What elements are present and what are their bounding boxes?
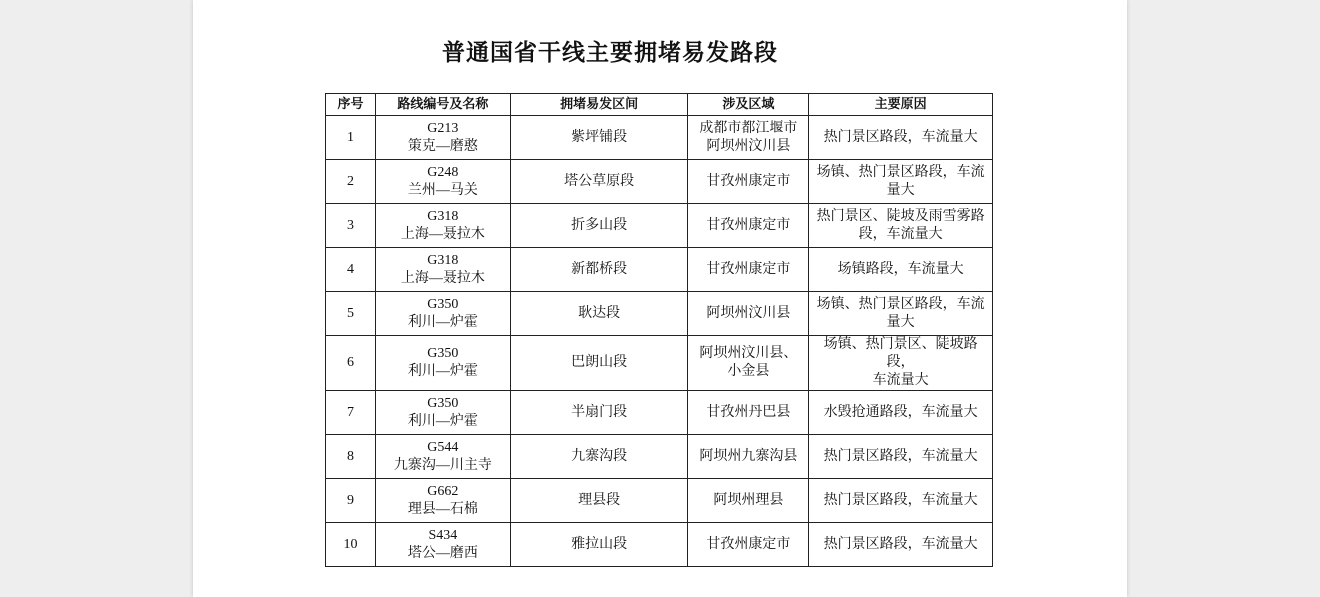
- cell-section: [510, 292, 688, 336]
- table-body: [326, 116, 993, 567]
- cell-area-line: 阿坝州汶川县、: [699, 346, 798, 361]
- cell-no-line: 8: [346, 448, 354, 464]
- cell-reason-line: 场镇、热门景区、陡坡路段，: [823, 337, 978, 370]
- cell-route: [375, 292, 510, 336]
- cell-no: [326, 391, 376, 435]
- cell-route-line: G662: [427, 483, 459, 499]
- cell-no: [326, 116, 376, 160]
- cell-section: [510, 523, 688, 567]
- cell-reason-line: 场镇路段，车流量大: [837, 261, 964, 277]
- cell-no: [326, 292, 376, 336]
- cell-area-line: 阿坝州理县: [713, 492, 784, 508]
- cell-section-line: 折多山段: [571, 217, 628, 233]
- cell-section-line: 巴朗山段: [571, 355, 628, 370]
- congestion-table: [325, 93, 993, 567]
- cell-route: [375, 116, 510, 160]
- cell-no-line: 7: [346, 404, 354, 420]
- cell-section: [510, 479, 688, 523]
- cell-no-line: 9: [346, 492, 354, 508]
- header-route: 路线编号及名称: [375, 94, 510, 116]
- cell-route: [375, 435, 510, 479]
- cell-reason: [809, 248, 993, 292]
- cell-route-line: 兰州—马关: [407, 182, 478, 198]
- cell-reason-line: 场镇、热门景区路段，车流: [816, 296, 985, 312]
- cell-area-line: 甘孜州康定市: [706, 261, 791, 277]
- table-row: [326, 116, 993, 160]
- cell-reason-line: 热门景区路段，车流量大: [823, 536, 978, 552]
- cell-section-line: 新都桥段: [571, 261, 628, 277]
- cell-route-line: G350: [427, 395, 459, 411]
- table-row: [326, 479, 993, 523]
- cell-route-line: 利川—炉霍: [407, 314, 478, 330]
- table-row: [326, 248, 993, 292]
- cell-area-line: 阿坝州汶川县: [706, 305, 791, 321]
- cell-no-line: 3: [346, 217, 354, 233]
- cell-section-line: 雅拉山段: [571, 536, 628, 552]
- cell-no-line: 2: [346, 173, 354, 189]
- table-header-row: [326, 94, 993, 116]
- cell-area: [688, 204, 809, 248]
- cell-area: [688, 116, 809, 160]
- cell-route-line: G248: [427, 164, 459, 180]
- cell-route-line: 利川—炉霍: [407, 364, 478, 379]
- cell-route-line: 上海—聂拉木: [400, 270, 485, 286]
- cell-no: [326, 479, 376, 523]
- cell-area-line: 甘孜州丹巴县: [706, 404, 791, 420]
- cell-area-line: 甘孜州康定市: [706, 217, 791, 233]
- cell-reason-line: 热门景区路段，车流量大: [823, 129, 978, 145]
- table-row: [326, 435, 993, 479]
- cell-reason-line: 量大: [886, 314, 915, 330]
- cell-no: [326, 204, 376, 248]
- cell-no-line: 6: [346, 355, 354, 370]
- cell-area: [688, 435, 809, 479]
- cell-area: [688, 292, 809, 336]
- cell-reason-line: 车流量大: [872, 373, 929, 388]
- cell-area: [688, 523, 809, 567]
- document-page: [193, 0, 1127, 597]
- cell-section: [510, 248, 688, 292]
- cell-no-line: 10: [343, 536, 358, 552]
- cell-no: [326, 248, 376, 292]
- header-area: 涉及区域: [688, 94, 809, 116]
- cell-route: [375, 479, 510, 523]
- cell-route-line: 利川—炉霍: [407, 413, 478, 429]
- table-row: [326, 292, 993, 336]
- cell-section: [510, 160, 688, 204]
- table-row: [326, 523, 993, 567]
- cell-route-line: 塔公—磨西: [407, 545, 478, 561]
- document-title: 普通国省干线主要拥堵易发路段: [442, 39, 778, 66]
- cell-no-line: 4: [346, 261, 354, 277]
- cell-area-line: 甘孜州康定市: [706, 536, 791, 552]
- cell-area: [688, 336, 809, 391]
- cell-reason: [809, 435, 993, 479]
- cell-section-line: 理县段: [578, 492, 621, 508]
- cell-reason-line: 热门景区、陡坡及雨雪雾路: [816, 208, 985, 224]
- header-section: 拥堵易发区间: [510, 94, 688, 116]
- cell-route-line: S434: [428, 527, 458, 543]
- cell-reason: [809, 116, 993, 160]
- cell-reason-line: 段，车流量大: [858, 226, 943, 242]
- cell-reason: [809, 204, 993, 248]
- cell-route-line: G318: [427, 208, 459, 224]
- table-row: [326, 336, 993, 391]
- cell-route-line: G544: [427, 439, 459, 455]
- table-row: [326, 391, 993, 435]
- cell-reason-line: 热门景区路段，车流量大: [823, 492, 978, 508]
- table-row: [326, 204, 993, 248]
- header-reason: 主要原因: [809, 94, 993, 116]
- cell-reason-line: 量大: [886, 182, 915, 198]
- cell-route-line: 理县—石棉: [407, 501, 478, 517]
- cell-section: [510, 391, 688, 435]
- cell-section-line: 塔公草原段: [564, 173, 635, 189]
- cell-reason-line: 水毁抢通路段，车流量大: [823, 404, 978, 420]
- cell-no: [326, 336, 376, 391]
- cell-route-line: 上海—聂拉木: [400, 226, 485, 242]
- cell-route: [375, 523, 510, 567]
- cell-section-line: 紫坪铺段: [571, 129, 628, 145]
- cell-section: [510, 435, 688, 479]
- cell-no: [326, 523, 376, 567]
- cell-reason-line: 热门景区路段，车流量大: [823, 448, 978, 464]
- header-no: 序号: [326, 94, 376, 116]
- cell-area-line: 甘孜州康定市: [706, 173, 791, 189]
- table-row: [326, 160, 993, 204]
- cell-route: [375, 248, 510, 292]
- cell-section: [510, 336, 688, 391]
- cell-route: [375, 204, 510, 248]
- cell-area: [688, 248, 809, 292]
- cell-reason: [809, 523, 993, 567]
- cell-route: [375, 160, 510, 204]
- cell-area-line: 小金县: [727, 364, 770, 379]
- cell-reason: [809, 336, 993, 391]
- cell-area-line: 阿坝州九寨沟县: [699, 448, 798, 464]
- cell-route: [375, 336, 510, 391]
- cell-no: [326, 435, 376, 479]
- cell-section-line: 耿达段: [578, 305, 621, 321]
- cell-no-line: 5: [346, 305, 354, 321]
- cell-section-line: 半扇门段: [571, 404, 628, 420]
- cell-route-line: G350: [427, 346, 459, 361]
- cell-area-line: 成都市都江堰市: [699, 120, 798, 136]
- cell-section: [510, 116, 688, 160]
- cell-route-line: G350: [427, 296, 459, 312]
- cell-reason: [809, 292, 993, 336]
- cell-route-line: G318: [427, 252, 459, 268]
- cell-section-line: 九寨沟段: [571, 448, 628, 464]
- cell-no: [326, 160, 376, 204]
- cell-area: [688, 391, 809, 435]
- cell-reason: [809, 160, 993, 204]
- cell-no-line: 1: [346, 129, 354, 145]
- cell-reason: [809, 479, 993, 523]
- cell-route: [375, 391, 510, 435]
- cell-area: [688, 160, 809, 204]
- cell-section: [510, 204, 688, 248]
- cell-reason: [809, 391, 993, 435]
- cell-area-line: 阿坝州汶川县: [706, 138, 791, 154]
- cell-route-line: 九寨沟—川主寺: [393, 457, 492, 473]
- cell-area: [688, 479, 809, 523]
- cell-route-line: G213: [427, 120, 459, 136]
- cell-route-line: 策克—磨憨: [407, 138, 478, 154]
- cell-reason-line: 场镇、热门景区路段，车流: [816, 164, 985, 180]
